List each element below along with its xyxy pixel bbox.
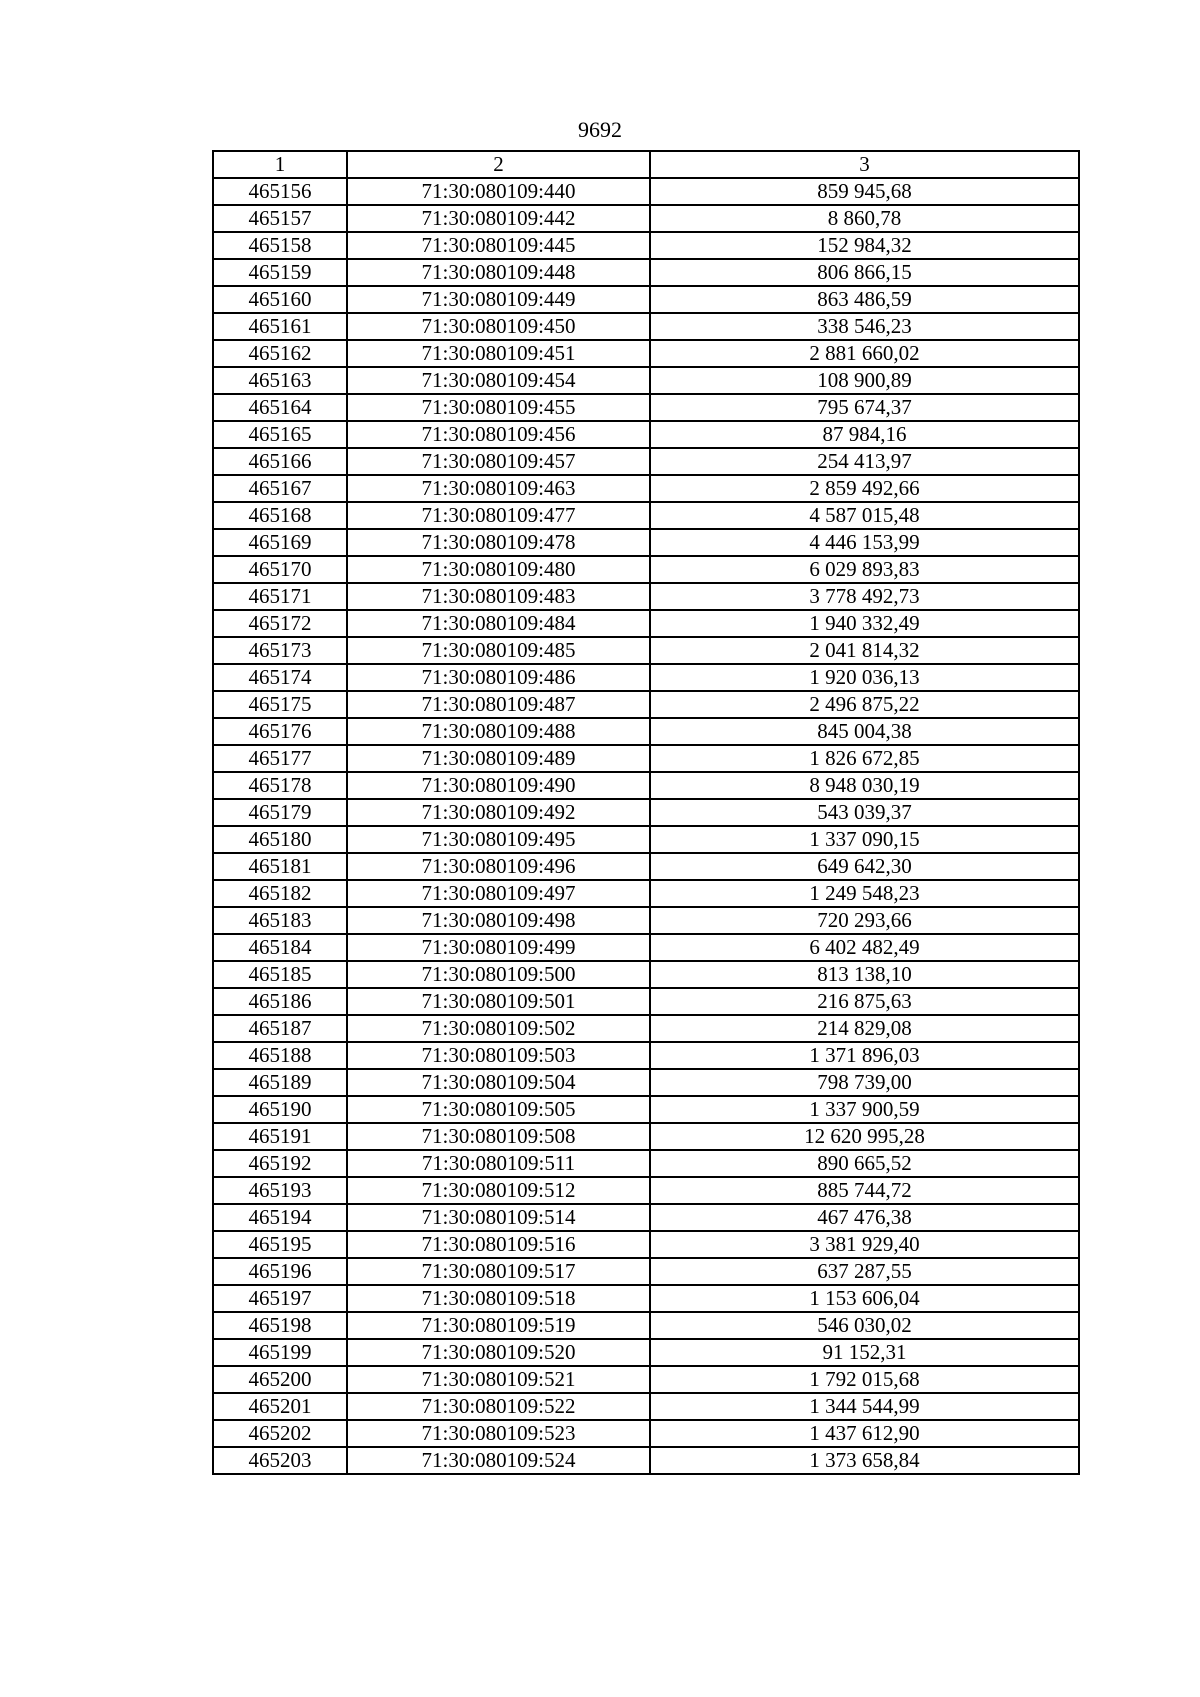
header-cell-2: 2 (347, 151, 650, 178)
table-row (213, 1150, 1079, 1177)
row-number-cell: 465179 (213, 799, 347, 826)
cadastral-number-cell: 71:30:080109:448 (347, 259, 650, 286)
table-row (213, 853, 1079, 880)
value-cell: 467 476,38 (650, 1204, 1079, 1231)
cadastral-number-cell: 71:30:080109:442 (347, 205, 650, 232)
cadastral-number-cell: 71:30:080109:503 (347, 1042, 650, 1069)
row-number-cell: 465187 (213, 1015, 347, 1042)
row-number-cell: 465164 (213, 394, 347, 421)
cadastral-number-cell: 71:30:080109:490 (347, 772, 650, 799)
table-row (213, 880, 1079, 907)
value-cell: 214 829,08 (650, 1015, 1079, 1042)
value-cell: 1 153 606,04 (650, 1285, 1079, 1312)
cadastral-number-cell: 71:30:080109:483 (347, 583, 650, 610)
value-cell: 12 620 995,28 (650, 1123, 1079, 1150)
row-number-cell: 465162 (213, 340, 347, 367)
row-number-cell: 465198 (213, 1312, 347, 1339)
row-number-cell: 465190 (213, 1096, 347, 1123)
row-number-cell: 465173 (213, 637, 347, 664)
value-cell: 1 344 544,99 (650, 1393, 1079, 1420)
value-cell: 1 920 036,13 (650, 664, 1079, 691)
value-cell: 91 152,31 (650, 1339, 1079, 1366)
row-number-cell: 465196 (213, 1258, 347, 1285)
cadastral-number-cell: 71:30:080109:480 (347, 556, 650, 583)
table-row (213, 1420, 1079, 1447)
cadastral-number-cell: 71:30:080109:518 (347, 1285, 650, 1312)
cadastral-number-cell: 71:30:080109:498 (347, 907, 650, 934)
value-cell: 543 039,37 (650, 799, 1079, 826)
value-cell: 1 371 896,03 (650, 1042, 1079, 1069)
cadastral-number-cell: 71:30:080109:501 (347, 988, 650, 1015)
value-cell: 8 948 030,19 (650, 772, 1079, 799)
page-number: 9692 (578, 117, 622, 142)
table-row (213, 1069, 1079, 1096)
value-cell: 8 860,78 (650, 205, 1079, 232)
row-number-cell: 465166 (213, 448, 347, 475)
row-number-cell: 465195 (213, 1231, 347, 1258)
table-row (213, 340, 1079, 367)
table-row (213, 988, 1079, 1015)
row-number-cell: 465175 (213, 691, 347, 718)
cadastral-number-cell: 71:30:080109:523 (347, 1420, 650, 1447)
table-row (213, 799, 1079, 826)
row-number-cell: 465192 (213, 1150, 347, 1177)
value-cell: 2 859 492,66 (650, 475, 1079, 502)
table-row (213, 772, 1079, 799)
cadastral-number-cell: 71:30:080109:495 (347, 826, 650, 853)
cadastral-number-cell: 71:30:080109:451 (347, 340, 650, 367)
table-row (213, 1393, 1079, 1420)
value-cell: 795 674,37 (650, 394, 1079, 421)
value-cell: 546 030,02 (650, 1312, 1079, 1339)
value-cell: 2 041 814,32 (650, 637, 1079, 664)
value-cell: 1 437 612,90 (650, 1420, 1079, 1447)
cadastral-number-cell: 71:30:080109:499 (347, 934, 650, 961)
value-cell: 254 413,97 (650, 448, 1079, 475)
table-row (213, 664, 1079, 691)
table-row (213, 1339, 1079, 1366)
table-row (213, 826, 1079, 853)
row-number-cell: 465174 (213, 664, 347, 691)
row-number-cell: 465183 (213, 907, 347, 934)
value-cell: 806 866,15 (650, 259, 1079, 286)
table-row (213, 934, 1079, 961)
row-number-cell: 465158 (213, 232, 347, 259)
cadastral-number-cell: 71:30:080109:516 (347, 1231, 650, 1258)
table-row (213, 1042, 1079, 1069)
cadastral-number-cell: 71:30:080109:450 (347, 313, 650, 340)
table-body (213, 178, 1079, 1474)
cadastral-number-cell: 71:30:080109:457 (347, 448, 650, 475)
cadastral-number-cell: 71:30:080109:520 (347, 1339, 650, 1366)
value-cell: 3 381 929,40 (650, 1231, 1079, 1258)
row-number-cell: 465161 (213, 313, 347, 340)
value-cell: 1 337 900,59 (650, 1096, 1079, 1123)
row-number-cell: 465168 (213, 502, 347, 529)
table-row (213, 610, 1079, 637)
row-number-cell: 465165 (213, 421, 347, 448)
cadastral-number-cell: 71:30:080109:497 (347, 880, 650, 907)
value-cell: 637 287,55 (650, 1258, 1079, 1285)
table-row (213, 529, 1079, 556)
cadastral-number-cell: 71:30:080109:463 (347, 475, 650, 502)
table-row (213, 502, 1079, 529)
table-row (213, 745, 1079, 772)
row-number-cell: 465181 (213, 853, 347, 880)
value-cell: 720 293,66 (650, 907, 1079, 934)
cadastral-number-cell: 71:30:080109:517 (347, 1258, 650, 1285)
cadastral-number-cell: 71:30:080109:445 (347, 232, 650, 259)
table-row (213, 232, 1079, 259)
cadastral-number-cell: 71:30:080109:504 (347, 1069, 650, 1096)
table-row (213, 1285, 1079, 1312)
cadastral-number-cell: 71:30:080109:492 (347, 799, 650, 826)
value-cell: 859 945,68 (650, 178, 1079, 205)
table-row (213, 1312, 1079, 1339)
cadastral-number-cell: 71:30:080109:519 (347, 1312, 650, 1339)
cadastral-number-cell: 71:30:080109:500 (347, 961, 650, 988)
cadastral-number-cell: 71:30:080109:488 (347, 718, 650, 745)
value-cell: 2 881 660,02 (650, 340, 1079, 367)
data-table (212, 150, 1080, 1475)
value-cell: 1 337 090,15 (650, 826, 1079, 853)
cadastral-number-cell: 71:30:080109:478 (347, 529, 650, 556)
row-number-cell: 465202 (213, 1420, 347, 1447)
table-row (213, 1231, 1079, 1258)
table-row (213, 205, 1079, 232)
row-number-cell: 465194 (213, 1204, 347, 1231)
table-row (213, 907, 1079, 934)
value-cell: 87 984,16 (650, 421, 1079, 448)
row-number-cell: 465177 (213, 745, 347, 772)
cadastral-number-cell: 71:30:080109:514 (347, 1204, 650, 1231)
row-number-cell: 465189 (213, 1069, 347, 1096)
cadastral-number-cell: 71:30:080109:455 (347, 394, 650, 421)
value-cell: 1 940 332,49 (650, 610, 1079, 637)
row-number-cell: 465156 (213, 178, 347, 205)
table-row (213, 286, 1079, 313)
cadastral-number-cell: 71:30:080109:511 (347, 1150, 650, 1177)
cadastral-number-cell: 71:30:080109:524 (347, 1447, 650, 1474)
row-number-cell: 465167 (213, 475, 347, 502)
value-cell: 152 984,32 (650, 232, 1079, 259)
cadastral-number-cell: 71:30:080109:454 (347, 367, 650, 394)
row-number-cell: 465180 (213, 826, 347, 853)
table-row (213, 313, 1079, 340)
cadastral-number-cell: 71:30:080109:512 (347, 1177, 650, 1204)
row-number-cell: 465193 (213, 1177, 347, 1204)
table-row (213, 1015, 1079, 1042)
cadastral-number-cell: 71:30:080109:477 (347, 502, 650, 529)
cadastral-number-cell: 71:30:080109:456 (347, 421, 650, 448)
cadastral-number-cell: 71:30:080109:502 (347, 1015, 650, 1042)
row-number-cell: 465157 (213, 205, 347, 232)
table-row (213, 367, 1079, 394)
row-number-cell: 465186 (213, 988, 347, 1015)
table-row (213, 259, 1079, 286)
value-cell: 1 792 015,68 (650, 1366, 1079, 1393)
table-row (213, 1258, 1079, 1285)
cadastral-number-cell: 71:30:080109:449 (347, 286, 650, 313)
table-row (213, 718, 1079, 745)
value-cell: 4 446 153,99 (650, 529, 1079, 556)
row-number-cell: 465188 (213, 1042, 347, 1069)
value-cell: 863 486,59 (650, 286, 1079, 313)
row-number-cell: 465200 (213, 1366, 347, 1393)
value-cell: 6 402 482,49 (650, 934, 1079, 961)
table-row (213, 1447, 1079, 1474)
value-cell: 216 875,63 (650, 988, 1079, 1015)
table-row (213, 448, 1079, 475)
row-number-cell: 465184 (213, 934, 347, 961)
table-row (213, 961, 1079, 988)
row-number-cell: 465203 (213, 1447, 347, 1474)
table-row (213, 1366, 1079, 1393)
row-number-cell: 465159 (213, 259, 347, 286)
row-number-cell: 465178 (213, 772, 347, 799)
cadastral-number-cell: 71:30:080109:486 (347, 664, 650, 691)
table-row (213, 1204, 1079, 1231)
value-cell: 1 249 548,23 (650, 880, 1079, 907)
row-number-cell: 465171 (213, 583, 347, 610)
value-cell: 813 138,10 (650, 961, 1079, 988)
table-row (213, 421, 1079, 448)
row-number-cell: 465197 (213, 1285, 347, 1312)
value-cell: 845 004,38 (650, 718, 1079, 745)
value-cell: 890 665,52 (650, 1150, 1079, 1177)
header-cell-3: 3 (650, 151, 1079, 178)
table-row (213, 475, 1079, 502)
table-row (213, 1177, 1079, 1204)
cadastral-number-cell: 71:30:080109:489 (347, 745, 650, 772)
cadastral-number-cell: 71:30:080109:440 (347, 178, 650, 205)
value-cell: 1 373 658,84 (650, 1447, 1079, 1474)
cadastral-number-cell: 71:30:080109:487 (347, 691, 650, 718)
cadastral-number-cell: 71:30:080109:484 (347, 610, 650, 637)
row-number-cell: 465185 (213, 961, 347, 988)
cadastral-number-cell: 71:30:080109:485 (347, 637, 650, 664)
value-cell: 1 826 672,85 (650, 745, 1079, 772)
cadastral-number-cell: 71:30:080109:521 (347, 1366, 650, 1393)
value-cell: 649 642,30 (650, 853, 1079, 880)
table-row (213, 1096, 1079, 1123)
table-header (213, 151, 1079, 178)
table-row (213, 556, 1079, 583)
row-number-cell: 465182 (213, 880, 347, 907)
table-row (213, 691, 1079, 718)
row-number-cell: 465160 (213, 286, 347, 313)
header-cell-1: 1 (213, 151, 347, 178)
row-number-cell: 465176 (213, 718, 347, 745)
row-number-cell: 465172 (213, 610, 347, 637)
table-row (213, 178, 1079, 205)
value-cell: 338 546,23 (650, 313, 1079, 340)
value-cell: 798 739,00 (650, 1069, 1079, 1096)
row-number-cell: 465163 (213, 367, 347, 394)
value-cell: 108 900,89 (650, 367, 1079, 394)
value-cell: 885 744,72 (650, 1177, 1079, 1204)
row-number-cell: 465169 (213, 529, 347, 556)
row-number-cell: 465170 (213, 556, 347, 583)
cadastral-number-cell: 71:30:080109:505 (347, 1096, 650, 1123)
row-number-cell: 465199 (213, 1339, 347, 1366)
table-row (213, 583, 1079, 610)
header-row (213, 151, 1079, 178)
value-cell: 3 778 492,73 (650, 583, 1079, 610)
value-cell: 4 587 015,48 (650, 502, 1079, 529)
table-row (213, 394, 1079, 421)
value-cell: 6 029 893,83 (650, 556, 1079, 583)
cadastral-number-cell: 71:30:080109:496 (347, 853, 650, 880)
value-cell: 2 496 875,22 (650, 691, 1079, 718)
cadastral-number-cell: 71:30:080109:508 (347, 1123, 650, 1150)
table-row (213, 637, 1079, 664)
cadastral-number-cell: 71:30:080109:522 (347, 1393, 650, 1420)
row-number-cell: 465191 (213, 1123, 347, 1150)
table-row (213, 1123, 1079, 1150)
row-number-cell: 465201 (213, 1393, 347, 1420)
